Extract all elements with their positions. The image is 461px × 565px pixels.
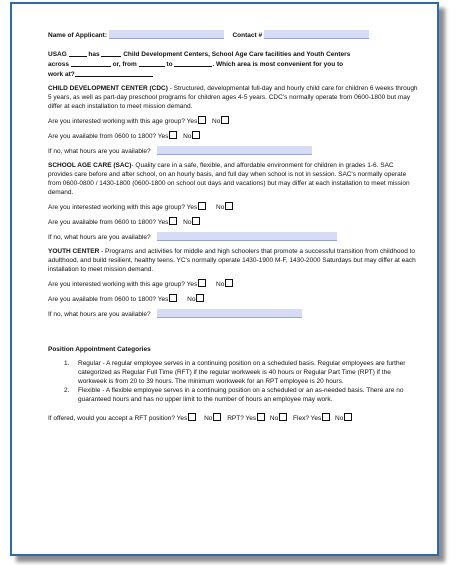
- sac-hours-question: If no, what hours are you available?: [48, 234, 151, 241]
- no-label: No: [269, 415, 279, 422]
- yc-hours-row: [48, 309, 418, 319]
- application-form: [48, 30, 418, 423]
- usag-label: USAG: [48, 51, 67, 58]
- cdc-available-question: Are you available from 0600 to 1800? Yes: [48, 133, 169, 140]
- cdc-available-yes-checkbox[interactable]: [169, 131, 177, 139]
- yc-interest-question: Are you interested working with this age group? Yes: [48, 281, 198, 288]
- no-label: No: [216, 204, 225, 211]
- sac-interest-question: Are you interested working with this age group? Yes: [48, 204, 198, 211]
- list-item: [64, 386, 418, 404]
- cdc-available-row: [48, 131, 418, 141]
- rpt-no-checkbox[interactable]: [279, 413, 287, 421]
- rpt-question: RPT? Yes: [227, 415, 257, 422]
- yc-description: [48, 247, 418, 274]
- sac-interest-row: [48, 202, 418, 212]
- rft-yes-checkbox[interactable]: [188, 413, 196, 421]
- usag-name-blank[interactable]: [69, 49, 87, 57]
- usag-from-blank[interactable]: [139, 59, 165, 67]
- cdc-text: - Structured, developmental full-day and hourly child care for children 6 weeks through 5 years, as well as part-day preschool programs for children ages 4-5 years. CDC's normally operate from 0600-1800 but may differ at each installation to meet mission demand.: [48, 85, 418, 110]
- no-label: No: [183, 219, 192, 226]
- contact-field[interactable]: [264, 30, 369, 39]
- usag-to-text: to: [166, 61, 173, 68]
- usag-facilities-text: Child Development Centers, School Age Care facilities and Youth Centers: [123, 51, 351, 58]
- appointment-title: Position Appointment Categories: [48, 346, 151, 353]
- sac-text: - Quality care in a safe, flexible, and affordable environment for children in grades 1-6. SAC provides care before and after school, on an hourly basis, and full day when school is not in session. SAC's normally operate from 0600-0800 / 1430-1800 (0600-1800 on school out days and vacations) but may differ at each installation to meet mission demand.: [48, 162, 410, 196]
- usag-count-blank[interactable]: [101, 49, 121, 57]
- no-label: No: [212, 118, 221, 125]
- cdc-interest-no-checkbox[interactable]: [221, 116, 229, 124]
- yc-available-no-checkbox[interactable]: [196, 294, 204, 302]
- usag-which-text: . Which area is most convenient for you to: [212, 61, 344, 68]
- list-number: 2.: [64, 387, 70, 394]
- no-label: No: [204, 415, 213, 422]
- yc-hours-question: If no, what hours are you available?: [48, 311, 151, 318]
- sac-available-yes-checkbox[interactable]: [169, 217, 177, 225]
- applicant-row: [48, 30, 418, 40]
- sac-available-question: Are you available from 0600 to 1800? Yes: [48, 219, 169, 226]
- flex-question: Flex? Yes: [293, 415, 322, 422]
- usag-from-text: or, from: [112, 61, 137, 68]
- no-label: No: [187, 296, 196, 303]
- usag-to-blank[interactable]: [174, 59, 212, 67]
- yc-title: YOUTH CENTER: [48, 248, 100, 255]
- usag-has-text: has: [88, 51, 100, 58]
- sac-title: SCHOOL AGE CARE (SAC): [48, 162, 132, 169]
- cdc-interest-question: Are you interested working with this age group? Yes: [48, 118, 198, 125]
- no-label: No: [335, 415, 344, 422]
- applicant-label: Name of Applicant:: [48, 32, 107, 39]
- usag-line-1: [48, 49, 418, 59]
- list-item: [64, 359, 418, 386]
- flexible-category-text: Flexible - A flexible employee serves in a continuing position on a scheduled or an as-needed basis. There are no guaranteed hours and has no upper limit to the number of hours an employee may work.: [78, 387, 404, 403]
- cdc-hours-question: If no, what hours are you available?: [48, 148, 151, 155]
- yc-text: - Programs and activities for middle and high schoolers that promote a successful transition from childhood to adulthood, and build resilient, healthy teens. YC's normally operate 1430-1900 M-F, 1430-2000 Saturdays but may differ at each installation to meet mission demand.: [48, 248, 416, 273]
- no-label: No: [183, 133, 192, 140]
- offer-row: [48, 413, 418, 423]
- usag-work-at-blank[interactable]: [75, 69, 153, 77]
- contact-label: Contact #: [232, 32, 263, 39]
- cdc-interest-row: [48, 116, 418, 126]
- regular-category-text: Regular - A regular employee serves in a continuing position on a scheduled basis. Regular employees are further categorized as Regular Full Time (RFT) if the regular workweek is 40 hours or Regular Part Time (RPT) if the workweek is from 20 to 39 hours. The minimum workweek for an RPT employee is 20 hours.: [78, 360, 406, 385]
- flex-yes-checkbox[interactable]: [322, 413, 330, 421]
- usag-line-2: [48, 59, 418, 69]
- sac-hours-row: [48, 232, 418, 242]
- rpt-yes-checkbox[interactable]: [257, 413, 265, 421]
- cdc-description: [48, 84, 418, 111]
- sac-hours-field[interactable]: [157, 232, 337, 241]
- sac-available-no-checkbox[interactable]: [192, 217, 200, 225]
- yc-available-row: [48, 294, 418, 304]
- cdc-available-no-checkbox[interactable]: [192, 131, 200, 139]
- sac-interest-no-checkbox[interactable]: [225, 202, 233, 210]
- yc-interest-yes-checkbox[interactable]: [198, 279, 206, 287]
- yc-hours-field[interactable]: [157, 309, 302, 318]
- rft-question: If offered, would you accept a RFT position? Yes: [48, 415, 188, 422]
- cdc-interest-yes-checkbox[interactable]: [198, 116, 206, 124]
- yc-interest-row: [48, 279, 418, 289]
- cdc-hours-field[interactable]: [157, 146, 312, 155]
- sac-description: [48, 161, 418, 197]
- sac-available-row: [48, 217, 418, 227]
- list-number: 1.: [64, 360, 70, 367]
- sac-interest-yes-checkbox[interactable]: [198, 202, 206, 210]
- usag-line-3: [48, 69, 418, 79]
- flex-no-checkbox[interactable]: [344, 413, 352, 421]
- yc-available-yes-checkbox[interactable]: [169, 294, 177, 302]
- usag-across-text: across: [48, 61, 69, 68]
- yc-available-question: Are you available from 0600 to 1800? Yes: [48, 296, 169, 303]
- usag-area-blank[interactable]: [71, 59, 111, 67]
- cdc-title: CHILD DEVELOPMENT CENTER (CDC): [48, 85, 168, 92]
- usag-work-at-text: work at?: [48, 71, 75, 78]
- yc-interest-no-checkbox[interactable]: [225, 279, 233, 287]
- cdc-hours-row: [48, 146, 418, 156]
- no-label: No: [216, 281, 225, 288]
- rft-no-checkbox[interactable]: [213, 413, 221, 421]
- applicant-name-field[interactable]: [109, 30, 224, 39]
